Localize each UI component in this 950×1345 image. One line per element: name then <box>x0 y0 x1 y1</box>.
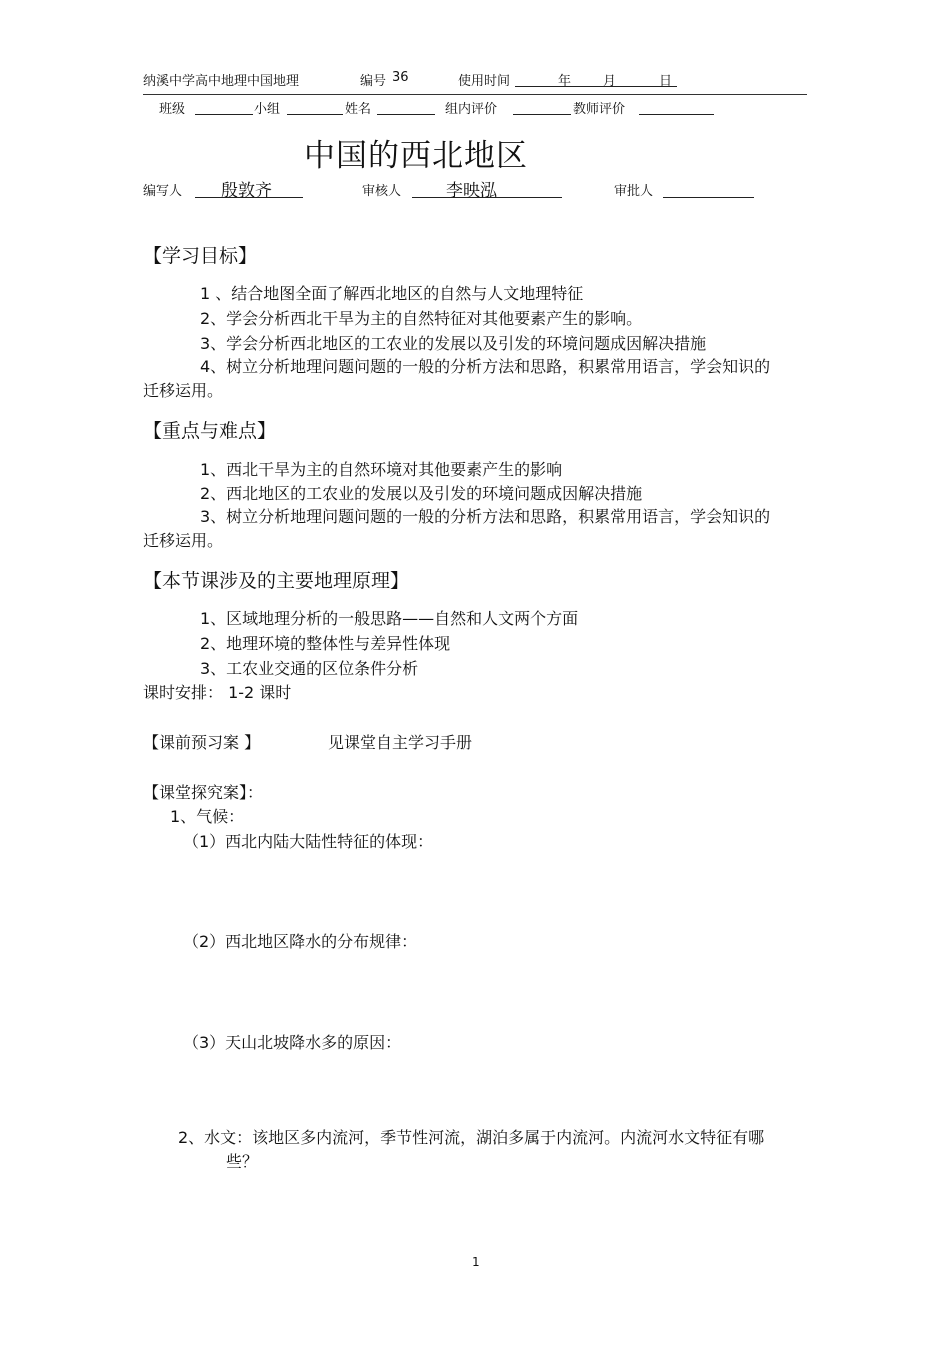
reviewer-label: 审核人 <box>362 184 402 199</box>
objective-item: 2、学会分析西北干旱为主的自然特征对其他要素产生的影响。 <box>200 309 643 328</box>
objectives-heading: 【学习目标】 <box>143 245 258 267</box>
writer-name: 殷敦齐 <box>221 181 272 201</box>
group-eval-label: 组内评价 <box>445 102 498 117</box>
preview-label: 【课前预习案 】 <box>143 733 261 752</box>
principle-item: 2、地理环境的整体性与差异性体现 <box>200 634 451 653</box>
approver-label: 审批人 <box>614 184 654 199</box>
schedule-text: 课时安排： 1-2 课时 <box>143 683 292 702</box>
keypoints-heading: 【重点与难点】 <box>143 420 277 442</box>
year-label: 年 <box>558 74 572 89</box>
month-label: 月 <box>603 74 617 89</box>
question-1: （1）西北内陆大陆性特征的体现： <box>183 832 434 851</box>
hydrology-question: 2、水文：该地区多内流河，季节性河流，湖泊多属于内流河。内流河水文特征有哪些？ <box>178 1128 765 1171</box>
question-3: （3）天山北坡降水多的原因： <box>183 1033 402 1052</box>
objective-item: 3、学会分析西北地区的工农业的发展以及引发的环境问题成因解决措施 <box>200 334 707 353</box>
name-label: 姓名 <box>345 102 372 117</box>
principle-item: 3、工农业交通的区位条件分析 <box>200 659 419 678</box>
class-label: 班级 <box>159 102 186 117</box>
preview-text: 见课堂自主学习手册 <box>328 733 473 752</box>
inquiry-heading: 【课堂探究案】： <box>143 783 264 802</box>
reviewer-name: 李映泓 <box>446 181 497 201</box>
date-field[interactable] <box>515 72 677 87</box>
class-field[interactable] <box>195 100 253 115</box>
question-2: （2）西北地区降水的分布规律： <box>183 932 418 951</box>
header-rule <box>143 94 807 95</box>
climate-heading: 1、气候： <box>170 807 245 826</box>
teacher-eval-label: 教师评价 <box>573 102 626 117</box>
keypoint-item: 1、西北干旱为主的自然环境对其他要素产生的影响 <box>200 460 563 479</box>
number-label: 编号 <box>360 74 387 89</box>
name-field[interactable] <box>377 100 435 115</box>
writer-label: 编写人 <box>143 184 183 199</box>
keypoint-item: 2、西北地区的工农业的发展以及引发的环境问题成因解决措施 <box>200 484 643 503</box>
objective-item: 4、树立分析地理问题问题的一般的分析方法和思路，积累常用语言，学会知识的迁移运用。 <box>143 357 771 400</box>
principles-heading: 【本节课涉及的主要地理原理】 <box>143 570 410 592</box>
page-title: 中国的西北地区 <box>304 138 528 174</box>
group-eval-field[interactable] <box>513 100 571 115</box>
day-label: 日 <box>659 74 673 89</box>
group-label: 小组 <box>254 102 281 117</box>
page-number: 1 <box>472 1255 480 1269</box>
school-subject: 纳溪中学高中地理中国地理 <box>143 74 300 89</box>
objective-item: 1 、结合地图全面了解西北地区的自然与人文地理特征 <box>200 284 584 303</box>
number-value: 36 <box>392 70 409 85</box>
approver-field[interactable] <box>663 182 754 198</box>
time-label: 使用时间 <box>458 74 511 89</box>
group-field[interactable] <box>287 100 343 115</box>
keypoint-item: 3、树立分析地理问题问题的一般的分析方法和思路，积累常用语言，学会知识的迁移运用。 <box>143 507 771 550</box>
principle-item: 1、区域地理分析的一般思路——自然和人文两个方面 <box>200 609 579 628</box>
teacher-eval-field[interactable] <box>639 100 714 115</box>
